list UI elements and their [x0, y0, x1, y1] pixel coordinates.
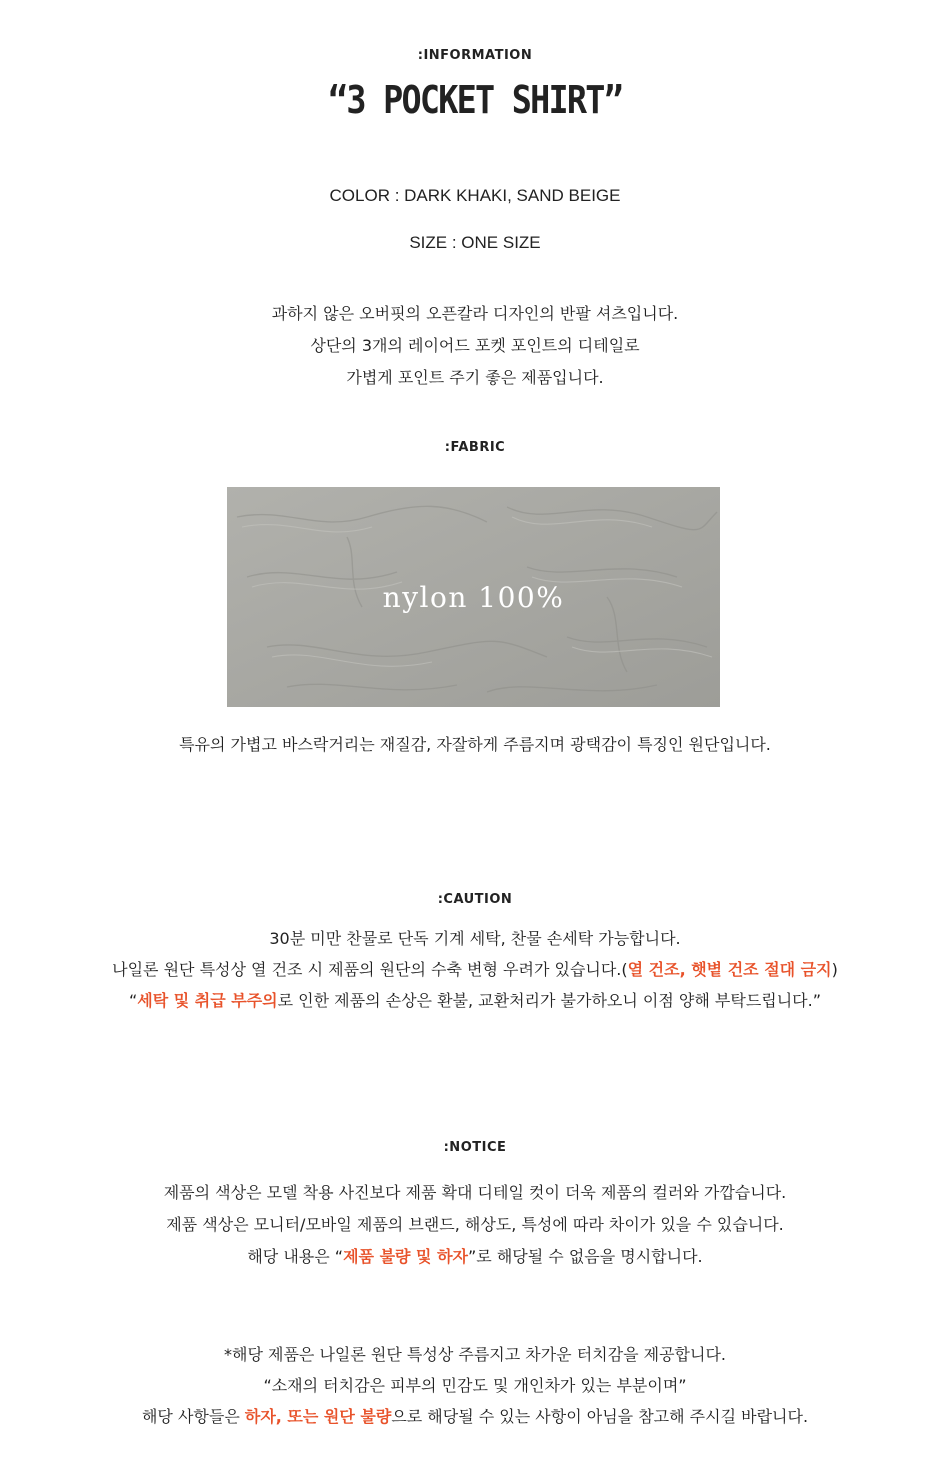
- description-line-3: 가볍게 포인트 주기 좋은 제품입니다.: [346, 368, 604, 387]
- fabric-composition: nylon 100%: [382, 580, 565, 614]
- color-spec: COLOR : DARK KHAKI, SAND BEIGE: [329, 186, 621, 205]
- caution-label: :CAUTION: [437, 892, 513, 907]
- product-title: “3 POCKET SHIRT”: [328, 78, 622, 122]
- fabric-label: :FABRIC: [444, 440, 506, 455]
- description-line-1: 과하지 않은 오버핏의 오픈칼라 디자인의 반팔 셔츠입니다.: [271, 304, 679, 323]
- notice-extra-line-3: [0, 1404, 950, 1427]
- caution-line-3-highlight: 세탁 및 취급 부주의: [137, 991, 278, 1010]
- notice-extra-line-3-end: 으로 해당될 수 있는 사항이 아님을 참고해 주시길 바랍니다.: [391, 1407, 809, 1426]
- notice-label: :NOTICE: [443, 1140, 507, 1155]
- information-label: :INFORMATION: [417, 48, 533, 63]
- caution-line-2: [0, 957, 950, 980]
- notice-line-3: [0, 1244, 950, 1267]
- caution-line-3-open: “: [128, 991, 138, 1010]
- fabric-swatch-image: [227, 487, 720, 707]
- notice-line-3-end: ”로 해당될 수 없음을 명시합니다.: [468, 1247, 703, 1266]
- notice-line-3-text: 해당 내용은 “: [247, 1247, 344, 1266]
- caution-line-3: [0, 988, 950, 1011]
- caution-line-2-end: ): [831, 960, 838, 979]
- notice-line-2: 제품 색상은 모니터/모바일 제품의 브랜드, 해상도, 특성에 따라 차이가 있을 수 있습니다.: [166, 1215, 784, 1234]
- description-line-2: 상단의 3개의 레이어드 포켓 포인트의 디테일로: [310, 336, 640, 355]
- size-spec: SIZE : ONE SIZE: [409, 233, 541, 252]
- caution-line-2-text: 나일론 원단 특성상 열 건조 시 제품의 원단의 수축 변형 우려가 있습니다.(: [112, 960, 628, 979]
- notice-line-3-highlight: 제품 불량 및 하자: [343, 1247, 468, 1266]
- notice-extra-line-2: “소재의 터치감은 피부의 민감도 및 개인차가 있는 부분이며”: [263, 1376, 687, 1395]
- notice-extra-line-3-text: 해당 사항들은: [141, 1407, 245, 1426]
- notice-extra-line-3-highlight: 하자, 또는 원단 불량: [244, 1407, 392, 1426]
- notice-line-1: 제품의 색상은 모델 착용 사진보다 제품 확대 디테일 컷이 더욱 제품의 컬러와 가깝습니다.: [163, 1183, 787, 1202]
- notice-extra-line-1: *해당 제품은 나일론 원단 특성상 주름지고 차가운 터치감을 제공합니다.: [224, 1345, 726, 1364]
- caution-line-2-highlight: 열 건조, 햇볕 건조 절대 금지: [627, 960, 832, 979]
- caution-line-3-text: 로 인한 제품의 손상은 환불, 교환처리가 불가하오니 이점 양해 부탁드립니다.”: [277, 991, 822, 1010]
- caution-line-1: 30분 미만 찬물로 단독 기계 세탁, 찬물 손세탁 가능합니다.: [269, 929, 681, 948]
- fabric-description: 특유의 가볍고 바스락거리는 재질감, 자잘하게 주름지며 광택감이 특징인 원단입니다.: [179, 735, 771, 754]
